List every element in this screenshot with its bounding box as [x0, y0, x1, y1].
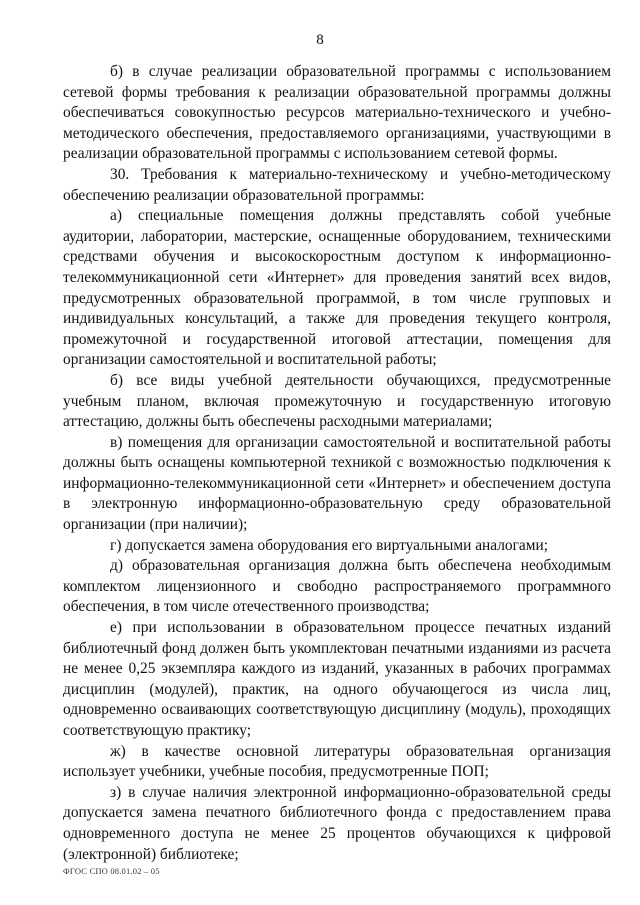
- document-body: [63, 62, 611, 865]
- paragraph-d-software: д) образовательная организация должна быть обеспечена необходимым комплектом лицензионного и свободно распространяемого программного обеспечения, в том числе отечественного производства;: [63, 557, 611, 616]
- paragraph-30-requirements: 30. Требования к материально-техническому и учебно-методическому обеспечению реализации образовательной программы:: [63, 165, 611, 204]
- paragraph-v-self-study-rooms: в) помещения для организации самостоятельной и воспитательной работы должны быть оснащены компьютерной техникой с возможностью подключения к информационно-телекоммуникационной сети «Интернет» и обеспечением доступа в электронную информационно-образовательную среду образовательной организации (при наличии);: [63, 433, 611, 534]
- paragraph-a-special-premises: а) специальные помещения должны представлять собой учебные аудитории, лаборатории, мастерские, оснащенные оборудованием, техническими средствами обучения и высокоскоростным доступом к информационно-телекоммуникационной сети «Интернет» для проведения занятий всех видов, предусмотренных образовательной программой, в том числе групповых и индивидуальных консультаций, а также для проведения текущего контроля, промежуточной и государственной итоговой аттестации, помещения для организации самостоятельной и воспитательной работы;: [63, 207, 611, 369]
- page-number: 8: [316, 32, 324, 48]
- paragraph-e-library-fund: е) при использовании в образовательном процессе печатных изданий библиотечный фонд должен быть укомплектован печатными изданиями из расчета не менее 0,25 экземпляра каждого из изданий, указанных в рабочих программах дисциплин (модулей), практик, на одного обучающегося из числа лиц, одновременно осваивающих соответствующую дисциплину (модуль), проходящих соответствующую практику;: [63, 619, 611, 739]
- paragraph-b-consumables: б) все виды учебной деятельности обучающихся, предусмотренные учебным планом, включая промежуточную и государственную итоговую аттестацию, должны быть обеспечены расходными материалами;: [63, 371, 611, 431]
- paragraph-b-network-form: б) в случае реализации образовательной программы с использованием сетевой формы требования к реализации образовательной программы должны обеспечиваться совокупностью ресурсов материально-технического и учебно-методического обеспечения, предоставляемого организациями, участвующими в реализации образовательной программы с использованием сетевой формы.: [63, 63, 611, 163]
- paragraph-g-virtual-analogs: г) допускается замена оборудования его виртуальными аналогами;: [110, 536, 548, 554]
- document-footer-code: ФГОС СПО 08.01.02 – 05: [63, 866, 160, 876]
- paragraph-z-electronic-library: з) в случае наличия электронной информационно-образовательной среды допускается замена печатного библиотечного фонда с предоставлением права одновременного доступа не менее 25 процентов обучающихся к цифровой (электронной) библиотеке;: [63, 783, 611, 863]
- paragraph-zh-main-literature: ж) в качестве основной литературы образовательная организация использует учебники, учебные пособия, предусмотренные ПОП;: [63, 742, 611, 781]
